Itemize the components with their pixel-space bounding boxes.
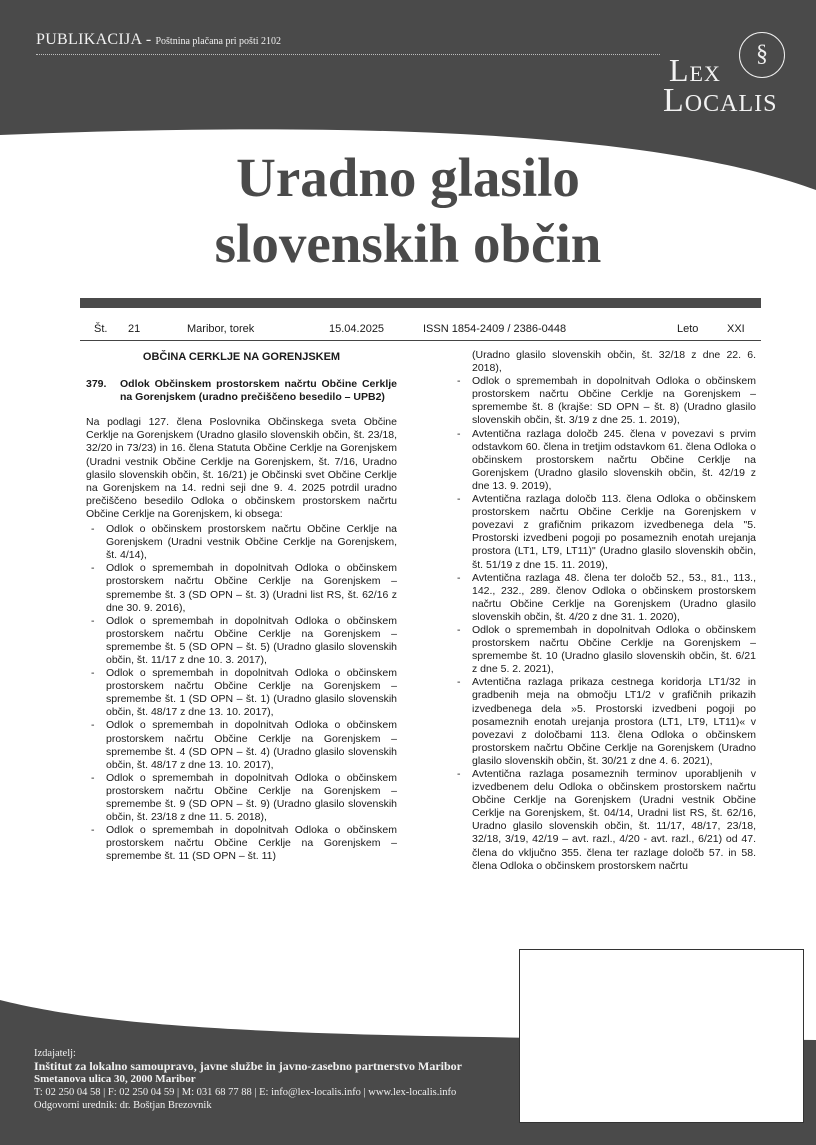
left-column	[86, 351, 397, 863]
list-item: - Odlok o občinskem prostorskem načrtu Občine Cerklje na Gorenjskem (Uradni vestnik Občine Cerklje na Gorenjskem, št. 4/14),	[86, 523, 397, 562]
logo-lex: Lex	[669, 52, 721, 88]
issue-date: 15.04.2025	[329, 323, 385, 335]
publisher-contacts: T: 02 250 04 58 | F: 02 250 04 59 | M: 031 68 77 88 | E: info@lex-localis.info | www.lex-localis.info	[34, 1087, 457, 1098]
act-heading	[86, 378, 397, 404]
list-item: - Avtentična razlaga 48. člena ter določb 52., 53., 81., 113., 142., 232., 289. členov Odloka o občinskem prostorskem načrtu Občine Cerklje na Gorenjskem (Uradno glasilo slovenskih občin, št. 4/20 z dne 31. 1. 2020),	[452, 572, 756, 624]
list-item: - Avtentična razlaga posameznih terminov uporabljenih v izvedbenem delu Odloka o občinskem prostorskem načrtu Občine Cerklje na Gorenjskem (Uradni vestnik Občine Cerklje na Gorenjskem, št. 04/14, Uradni list RS, št. 62/16, Uradno glasilo slovenskih občin, št. 11/17, 48/17, 23/18, 32/18, 3/19, 42/19 – avt. razl., 4/20 - avt. razl., 6/21) od 47. člena do vključno 355. člena ter razlage določb 57. in 58. člena Odloka o občinskem prostorskem načrtu	[452, 768, 756, 873]
title-divider	[80, 298, 761, 308]
continuation-text: (Uradno glasilo slovenskih občin, št. 32/18 z dne 22. 6. 2018),	[472, 349, 756, 375]
publication-line	[36, 31, 281, 49]
list-item: - Odlok o spremembah in dopolnitvah Odloka o občinskem prostorskem načrtu Občine Cerklje na Gorenjskem – spremembe št. 11 (SD OPN – št. 11)	[86, 824, 397, 863]
publisher-label: Izdajatelj:	[34, 1048, 76, 1059]
list-item: - Odlok o spremembah in dopolnitvah Odloka o občinskem prostorskem načrtu Občine Cerklje na Gorenjskem – spremembe št. 9 (SD OPN – št. 9) (Uradno glasilo slovenskih občin, št. 23/18 z dne 11. 5. 2018),	[86, 772, 397, 824]
page-title	[0, 145, 816, 277]
list-item: - Avtentična razlaga določb 113. člena Odloka o občinskem prostorskem načrtu Občine Cerklje na Gorenjskem v povezavi z grafičnim prikazom izvedbenega dela "5. Prostorski izvedbeni pogoji po posameznih enotah urejanja prostora (LT1, LT9, LT11)" (Uradno glasilo slovenskih občin, št. 51/19 z dne 15. 11. 2019),	[452, 493, 756, 572]
right-column	[452, 349, 756, 873]
left-list	[86, 523, 397, 863]
list-item: - Odlok o spremembah in dopolnitvah Odloka o občinskem prostorskem načrtu Občine Cerklje na Gorenjskem – spremembe št. 1 (SD OPN – št. 1) (Uradno glasilo slovenskih občin, št. 48/17 z dne 13. 10. 2017),	[86, 667, 397, 719]
section-icon: §	[739, 32, 785, 78]
list-item: - Odlok o spremembah in dopolnitvah Odloka o občinskem prostorskem načrtu Občine Cerklje na Gorenjskem – spremembe št. 10 (Uradno glasilo slovenskih občin, št. 6/21 z dne 5. 2. 2021),	[452, 624, 756, 676]
year-value: XXI	[727, 323, 745, 335]
title-line-2: slovenskih občin	[214, 213, 602, 274]
list-item: - Odlok o spremembah in dopolnitvah Odloka o občinskem prostorskem načrtu Občine Cerklje na Gorenjskem – spremembe št. 8 (krajše: SD OPN – št. 8) (Uradno glasilo slovenskih občin, št. 3/19 z dne 25. 1. 2019),	[452, 375, 756, 427]
place-day: Maribor, torek	[187, 323, 255, 335]
issue-label: Št.	[94, 323, 108, 335]
year-label: Leto	[677, 323, 699, 335]
publikacija-label: PUBLIKACIJA -	[36, 31, 152, 48]
postnina-label: Poštnina plačana pri pošti 2102	[155, 36, 282, 47]
list-item: - Odlok o spremembah in dopolnitvah Odloka o občinskem prostorskem načrtu Občine Cerklje na Gorenjskem – spremembe št. 4 (SD OPN – št. 4) (Uradno glasilo slovenskih občin, št. 48/17 z dne 13. 10. 2017),	[86, 719, 397, 771]
act-number: 379.	[86, 378, 107, 391]
title-line-1: Uradno glasilo	[236, 147, 580, 208]
publisher-info	[34, 1047, 462, 1112]
issn: ISSN 1854-2409 / 2386-0448	[423, 323, 567, 335]
logo-localis: Localis	[663, 82, 778, 119]
list-item: - Odlok o spremembah in dopolnitvah Odloka o občinskem prostorskem načrtu Občine Cerklje na Gorenjskem – spremembe št. 3 (SD OPN – št. 3) (Uradni list RS, št. 62/16 z dne 30. 9. 2016),	[86, 562, 397, 614]
dotted-divider	[36, 54, 660, 55]
intro-paragraph: Na podlagi 127. člena Poslovnika Občinskega sveta Občine Cerklje na Gorenjskem (Uradno glasilo slovenskih občin, št. 23/18, 32/20 in 73/23) in 16. člena Statuta Občine Cerklje na Gorenjskem (Uradni vestnik Občine Cerklje na Gorenjskem, št. 7/16, Uradno glasilo slovenskih občin, št. 16/21) je Občinski svet Občine Cerklje na Gorenjskem na 14. redni seji dne 9. 4. 2025 potrdil uradno prečiščeno besedilo Odloka o občinskem prostorskem načrtu Občine Cerklje na Gorenjskem, ki obsega:	[86, 416, 397, 520]
issue-number: 21	[128, 323, 141, 335]
act-title: Odlok Občinskem prostorskem načrtu Občine Cerklje na Gorenjskem (uradno prečiščeno besedilo – UPB2)	[120, 378, 397, 404]
chief-editor: Odgovorni urednik: dr. Boštjan Brezovnik	[34, 1100, 212, 1111]
blank-box	[519, 949, 804, 1123]
publisher-name: Inštitut za lokalno samoupravo, javne službe in javno-zasebno partnerstvo Maribor	[34, 1059, 463, 1073]
list-item: - Avtentična razlaga določb 245. člena v povezavi s prvim odstavkom 60. člena in tretjim odstavkom 61. člena Odloka o občinskem prostorskem načrtu Občine Cerklje na Gorenjskem (Uradno glasilo slovenskih občin, št. 42/19 z dne 13. 9. 2019),	[452, 428, 756, 493]
publisher-address: Smetanova ulica 30, 2000 Maribor	[34, 1073, 196, 1085]
right-list	[452, 375, 756, 873]
municipality-heading: OBČINA CERKLJE NA GORENJSKEM	[142, 351, 341, 363]
meta-divider	[80, 340, 761, 341]
list-item: - Odlok o spremembah in dopolnitvah Odloka o občinskem prostorskem načrtu Občine Cerklje na Gorenjskem – spremembe št. 5 (SD OPN – št. 5) (Uradno glasilo slovenskih občin, št. 11/17 z dne 10. 3. 2017),	[86, 615, 397, 667]
list-item: - Avtentična razlaga prikaza cestnega koridorja LT1/32 in gradbenih meja na območju LT1/2 v grafičnih prikazih izvedbenega dela »5. Prostorski izvedbeni pogoji po posameznih enotah urejanja prostora (LT1, LT9, LT11)« v povezavi z določbami 113. člena Odloka o občinskem prostorskem načrtu Občine Cerklje na Gorenjskem (Uradno glasilo slovenskih občin, št. 30/21 z dne 4. 6. 2021),	[452, 676, 756, 768]
